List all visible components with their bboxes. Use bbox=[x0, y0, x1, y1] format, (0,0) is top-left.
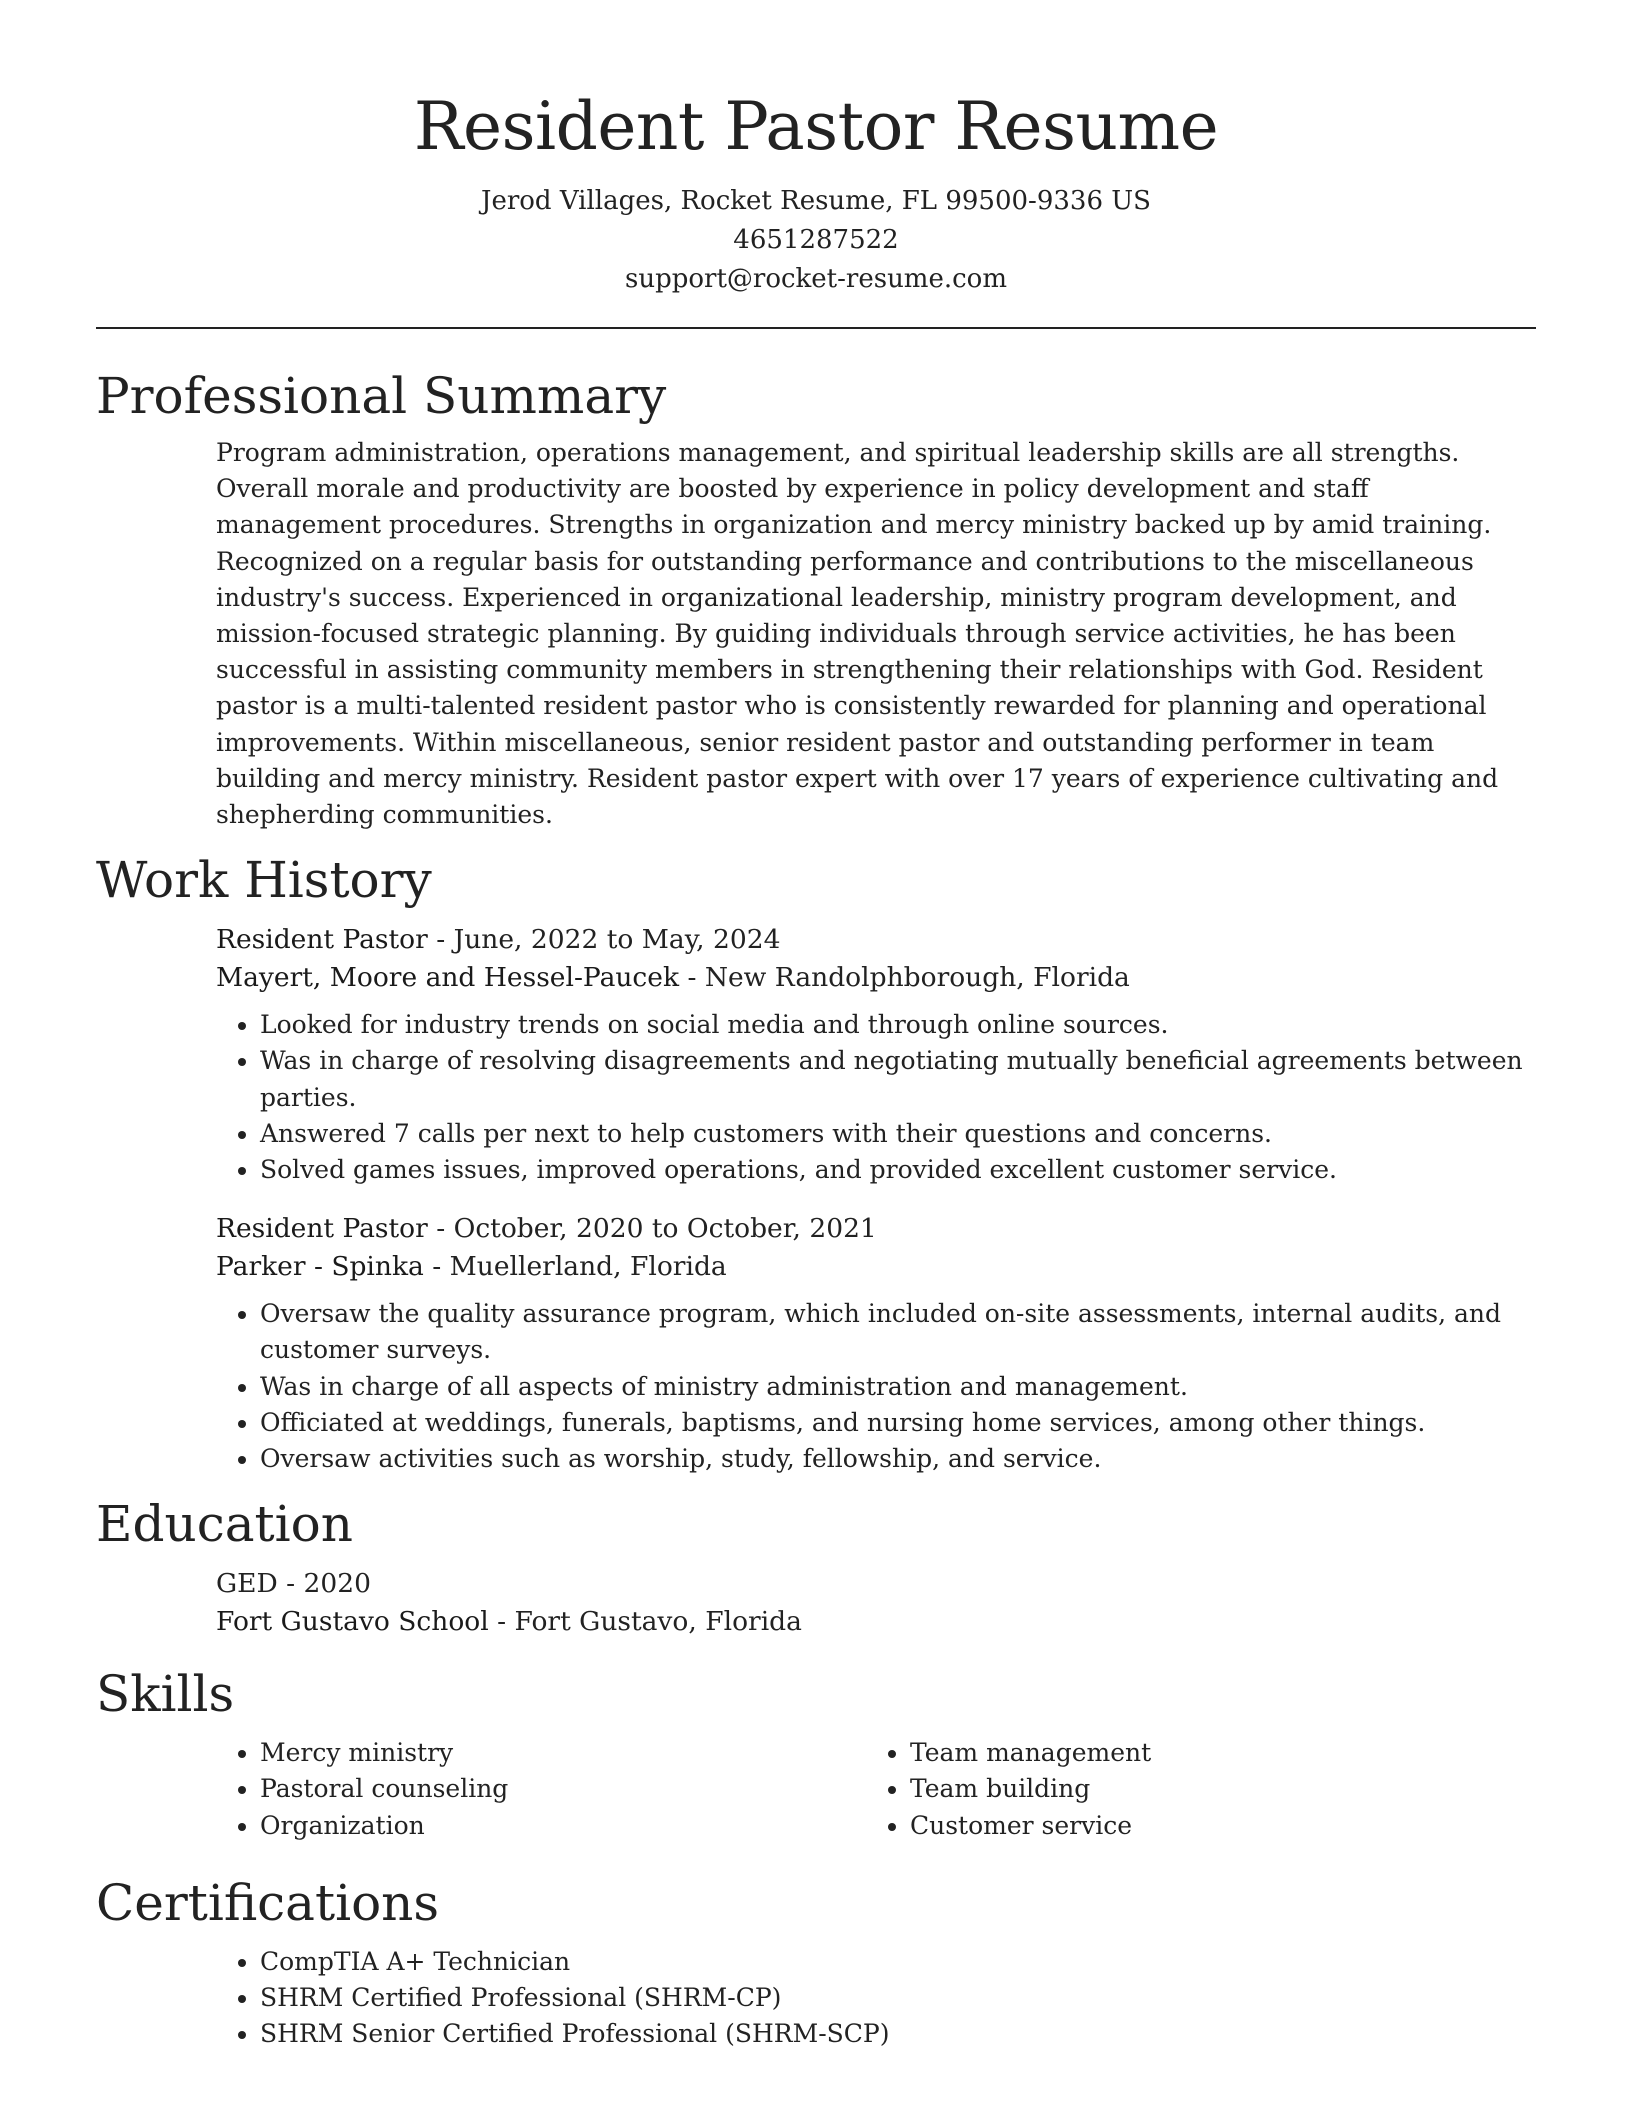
skills-heading: Skills bbox=[96, 1665, 235, 1724]
skills-section bbox=[216, 1727, 1536, 1844]
list-item: • Team building bbox=[910, 1771, 1516, 1807]
list-item: • SHRM Certified Professional (SHRM-CP) bbox=[260, 1980, 1536, 2016]
work-history-section bbox=[216, 921, 1536, 1477]
job-bullets bbox=[216, 1007, 1536, 1188]
list-item: • Customer service bbox=[910, 1808, 1516, 1844]
education-degree: GED - 2020 bbox=[216, 1568, 372, 1600]
job-title-line bbox=[216, 921, 1536, 959]
summary-text: Program administration, operations management, and spiritual leadership skills are all strengths. Overall morale and productivity are boosted by experience in policy development and staff management procedures. Strengths in organization and mercy ministry backed up by amid training. Recognized on a regular basis for outstanding performance and contributions to the miscellaneous industry's success. Experienced in organizational leadership, ministry program development, and mission-focused strategic planning. By guiding individuals through service activities, he has been successful in assisting community members in strengthening their relationships with God. Resident pastor is a multi-talented resident pastor who is consistently rewarded for planning and operational improvements. Within miscellaneous, senior resident pastor and outstanding performer in team building and mercy ministry. Resident pastor expert with over 17 years of experience cultivating and shepherding communities. bbox=[216, 438, 1499, 830]
education-heading: Education bbox=[96, 1495, 353, 1554]
skills-grid bbox=[216, 1727, 1536, 1844]
list-item: • Officiated at weddings, funerals, baptisms, and nursing home services, among other things. bbox=[260, 1405, 1536, 1441]
certifications-list bbox=[216, 1944, 1536, 2053]
list-item: • Team management bbox=[910, 1735, 1516, 1771]
summary-section bbox=[216, 435, 1536, 833]
employer-name: Parker - Spinka bbox=[216, 1251, 424, 1283]
job-entry bbox=[216, 921, 1536, 1188]
list-item: • SHRM Senior Certified Professional (SHRM-SCP) bbox=[260, 2016, 1536, 2052]
contact-email: support@rocket-resume.com bbox=[624, 264, 1007, 294]
school-name: Fort Gustavo School bbox=[216, 1606, 489, 1638]
list-item: • Looked for industry trends on social media and through online sources. bbox=[260, 1007, 1536, 1043]
list-item: • Mercy ministry bbox=[260, 1735, 866, 1771]
job-title-line bbox=[216, 1210, 1536, 1248]
job-entry bbox=[216, 1210, 1536, 1477]
employer-location: - New Randolphborough, Florida bbox=[679, 962, 1130, 994]
list-item: • Answered 7 calls per next to help customers with their questions and concerns. bbox=[260, 1116, 1536, 1152]
header-divider bbox=[96, 327, 1536, 329]
contact-address: Jerod Villages, Rocket Resume, FL 99500-9336 US bbox=[481, 186, 1151, 216]
list-item: • Was in charge of resolving disagreements and negotiating mutually beneficial agreements between parties. bbox=[260, 1043, 1536, 1115]
job-dates: - June, 2022 to May, 2024 bbox=[427, 924, 781, 956]
resume-title: Resident Pastor Resume bbox=[413, 88, 1219, 165]
employer-line bbox=[216, 1248, 1536, 1286]
job-dates: - October, 2020 to October, 2021 bbox=[427, 1213, 877, 1245]
contact-block bbox=[96, 182, 1536, 299]
resume-page bbox=[96, 0, 1536, 2052]
list-item: • Organization bbox=[260, 1808, 866, 1844]
job-bullets bbox=[216, 1296, 1536, 1477]
summary-heading: Professional Summary bbox=[96, 367, 667, 425]
job-title: Resident Pastor bbox=[216, 1213, 428, 1245]
list-item: • Oversaw activities such as worship, study, fellowship, and service. bbox=[260, 1441, 1536, 1477]
employer-location: - Muellerland, Florida bbox=[423, 1251, 727, 1283]
job-title: Resident Pastor bbox=[216, 924, 428, 956]
list-item: • Was in charge of all aspects of ministry administration and management. bbox=[260, 1369, 1536, 1405]
skills-column-right bbox=[866, 1735, 1516, 1844]
certifications-section bbox=[216, 1944, 1536, 2053]
school-location: - Fort Gustavo, Florida bbox=[488, 1606, 802, 1638]
contact-phone: 4651287522 bbox=[733, 225, 899, 255]
list-item: • CompTIA A+ Technician bbox=[260, 1944, 1536, 1980]
employer-line bbox=[216, 959, 1536, 997]
employer-name: Mayert, Moore and Hessel-Paucek bbox=[216, 962, 680, 994]
certifications-heading: Certifications bbox=[96, 1873, 440, 1932]
list-item: • Solved games issues, improved operations, and provided excellent customer service. bbox=[260, 1152, 1536, 1188]
list-item: • Pastoral counseling bbox=[260, 1771, 866, 1807]
work-history-heading: Work History bbox=[96, 851, 432, 910]
list-item: • Oversaw the quality assurance program, which included on-site assessments, internal audits, and customer surveys. bbox=[260, 1296, 1536, 1368]
education-school-line bbox=[216, 1603, 1536, 1641]
skills-column-left bbox=[216, 1735, 866, 1844]
education-section bbox=[216, 1565, 1536, 1641]
